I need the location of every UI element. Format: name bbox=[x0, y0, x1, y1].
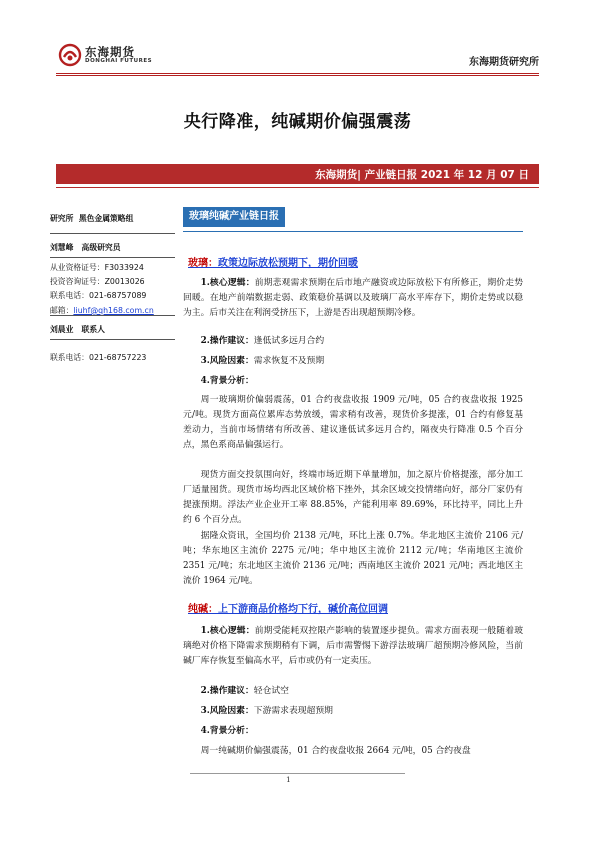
risk-text: 需求恢复不及预期 bbox=[253, 356, 325, 366]
sidebar-rule bbox=[50, 339, 175, 340]
sidebar-rule bbox=[50, 233, 175, 234]
bg-paragraph-2: 现货方面交投氛围向好，终端市场近期下单量增加，加之原片价格提涨，部分加工厂适量囤货。现货市场均西北区域价格下挫外，其余区域交投情绪向好，部分厂家仍有提涨预期。浮法产业企业开工率 88.85%，产能利用率 89.69%，环比持平，同比上升约 6 个百分点。 bbox=[183, 470, 523, 525]
report-banner bbox=[56, 164, 539, 184]
cert-label: 从业资格证号： bbox=[50, 263, 105, 272]
bg-paragraph-3: 据隆众资讯，全国均价 2138 元/吨，环比上涨 0.7%。华北地区主流价 2106 元/吨；华东地区主流价 2275 元/吨；华中地区主流价 2112 元/吨；华南地区主流价 2351 元/吨；东北地区主流价 2136 元/吨；西南地区主流价 2021 元/吨；西北地区主流价 1964 元/吨。 bbox=[183, 531, 523, 586]
logo-en-text: DONGHAI FUTURES bbox=[85, 58, 153, 64]
analyst-title: 高级研究员 bbox=[81, 243, 121, 252]
sidebar-contact-info bbox=[50, 352, 175, 366]
sidebar-rule bbox=[50, 315, 175, 316]
glass-advice bbox=[183, 334, 523, 349]
report-title: 央行降准，纯碱期价偏强震荡 bbox=[183, 112, 412, 132]
soda-risk bbox=[183, 704, 523, 719]
logic-label: 1.核心逻辑： bbox=[200, 626, 255, 636]
institute-name: 东海期货研究所 bbox=[469, 57, 539, 68]
bg-label: 4.背景分析： bbox=[200, 376, 254, 386]
analyst-name: 刘慧峰 bbox=[50, 243, 74, 252]
glass-heading[interactable] bbox=[188, 254, 358, 269]
contact-title: 联系人 bbox=[81, 325, 105, 334]
contact-name: 刘晨业 bbox=[50, 325, 74, 334]
footer-rule bbox=[190, 773, 405, 774]
invest-no: Z0013026 bbox=[104, 277, 145, 287]
bg-paragraph-1: 周一纯碱期价偏强震荡，01 合约夜盘收报 2664 元/吨，05 合约夜盘 bbox=[200, 746, 471, 756]
bg-paragraph-1: 周一玻璃期价偏弱震荡，01 合约夜盘收报 1909 元/吨，05 合约夜盘收报 1925 元/吨。现货方面高位累库态势放缓，需求稍有改善，现货价多提涨，01 合约有修复基差动力，当前市场情绪有所改善、建议逢低试多远月合约，隔夜央行降准 0.5 个百分点，黑色系商品偏强运行。 bbox=[183, 395, 523, 450]
header-rule-2 bbox=[56, 75, 539, 76]
sidebar-analyst-info bbox=[50, 262, 175, 319]
logic-text: 前期悲观需求预期在后市地产融资或边际放松下有所修正，期价走势回暖。在地产前端数据走弱、政策稳价基调以及玻璃厂高水平库存下，期价走势或以稳为主。后市关注在利润受挤压下，上游是否出现超预期冷修。 bbox=[183, 278, 523, 318]
donghai-logo-icon bbox=[58, 43, 82, 67]
email-link[interactable]: liuhf@qh168.com.cn bbox=[73, 305, 154, 315]
dept-label: 研究所 bbox=[50, 214, 74, 223]
banner-text: 东海期货| 产业链日报 2021 年 12 月 07 日 bbox=[315, 169, 529, 181]
soda-bg-p1 bbox=[183, 744, 523, 759]
glass-logic bbox=[183, 276, 523, 321]
advice-label: 2.操作建议： bbox=[200, 336, 254, 346]
risk-text: 下游需求表现超预期 bbox=[253, 706, 333, 716]
soda-heading[interactable] bbox=[188, 600, 388, 615]
banner-rule bbox=[56, 187, 539, 188]
glass-bg-label bbox=[183, 374, 523, 389]
tag-rule bbox=[183, 231, 523, 232]
soda-bg-label bbox=[183, 724, 523, 739]
page-number: 1 bbox=[286, 775, 291, 784]
phone2-label: 联系电话： bbox=[50, 353, 89, 362]
company-logo bbox=[58, 43, 168, 71]
sidebar-contact bbox=[50, 324, 175, 338]
section-tag: 玻璃纯碱产业链日报 bbox=[183, 207, 285, 227]
logic-label: 1.核心逻辑： bbox=[200, 278, 255, 288]
advice-text: 逢低试多远月合约 bbox=[253, 336, 325, 346]
email-label: 邮箱： bbox=[50, 305, 74, 315]
dept-name: 黑色金属策略组 bbox=[78, 214, 134, 223]
soda-heading-text: 上下游商品价格均下行，碱价高位回调 bbox=[218, 604, 388, 615]
sidebar-dept bbox=[50, 213, 175, 227]
bg-label: 4.背景分析： bbox=[200, 726, 254, 736]
advice-label: 2.操作建议： bbox=[200, 686, 254, 696]
soda-logic bbox=[183, 624, 523, 669]
soda-body bbox=[183, 624, 523, 669]
logic-text: 前期受能耗双控限产影响的装置逐步提负。需求方面表现一般随着玻璃绝对价格下降需求预期稍有下调，后市需警惕下游浮法玻璃厂超预期冷修风险，当前碱厂库存恢复至偏高水平，后市或仍有一定卖压。 bbox=[183, 626, 523, 666]
risk-label: 3.风险因素： bbox=[200, 706, 254, 716]
phone1: 021-68757089 bbox=[88, 291, 147, 301]
risk-label: 3.风险因素： bbox=[200, 356, 254, 366]
sidebar-analyst bbox=[50, 242, 175, 256]
cert-no: F3033924 bbox=[104, 263, 144, 272]
invest-label: 投资咨询证号： bbox=[50, 277, 105, 287]
logo-cn-text: 东海期货 bbox=[85, 45, 135, 59]
glass-bg-p1 bbox=[183, 393, 523, 453]
phone2: 021-68757223 bbox=[88, 353, 147, 362]
glass-heading-text: 政策边际放松预期下，期价回暖 bbox=[218, 258, 358, 269]
header-rule bbox=[56, 73, 539, 74]
glass-risk bbox=[183, 354, 523, 369]
glass-bg-p2 bbox=[183, 468, 523, 528]
glass-heading-prefix: 玻璃： bbox=[188, 258, 218, 269]
advice-text: 轻仓试空 bbox=[253, 686, 289, 696]
soda-heading-prefix: 纯碱： bbox=[188, 604, 218, 615]
soda-advice bbox=[183, 684, 523, 699]
glass-bg-p3 bbox=[183, 529, 523, 589]
phone1-label: 联系电话： bbox=[50, 291, 89, 301]
sidebar-rule bbox=[50, 257, 175, 258]
glass-body bbox=[183, 276, 523, 321]
